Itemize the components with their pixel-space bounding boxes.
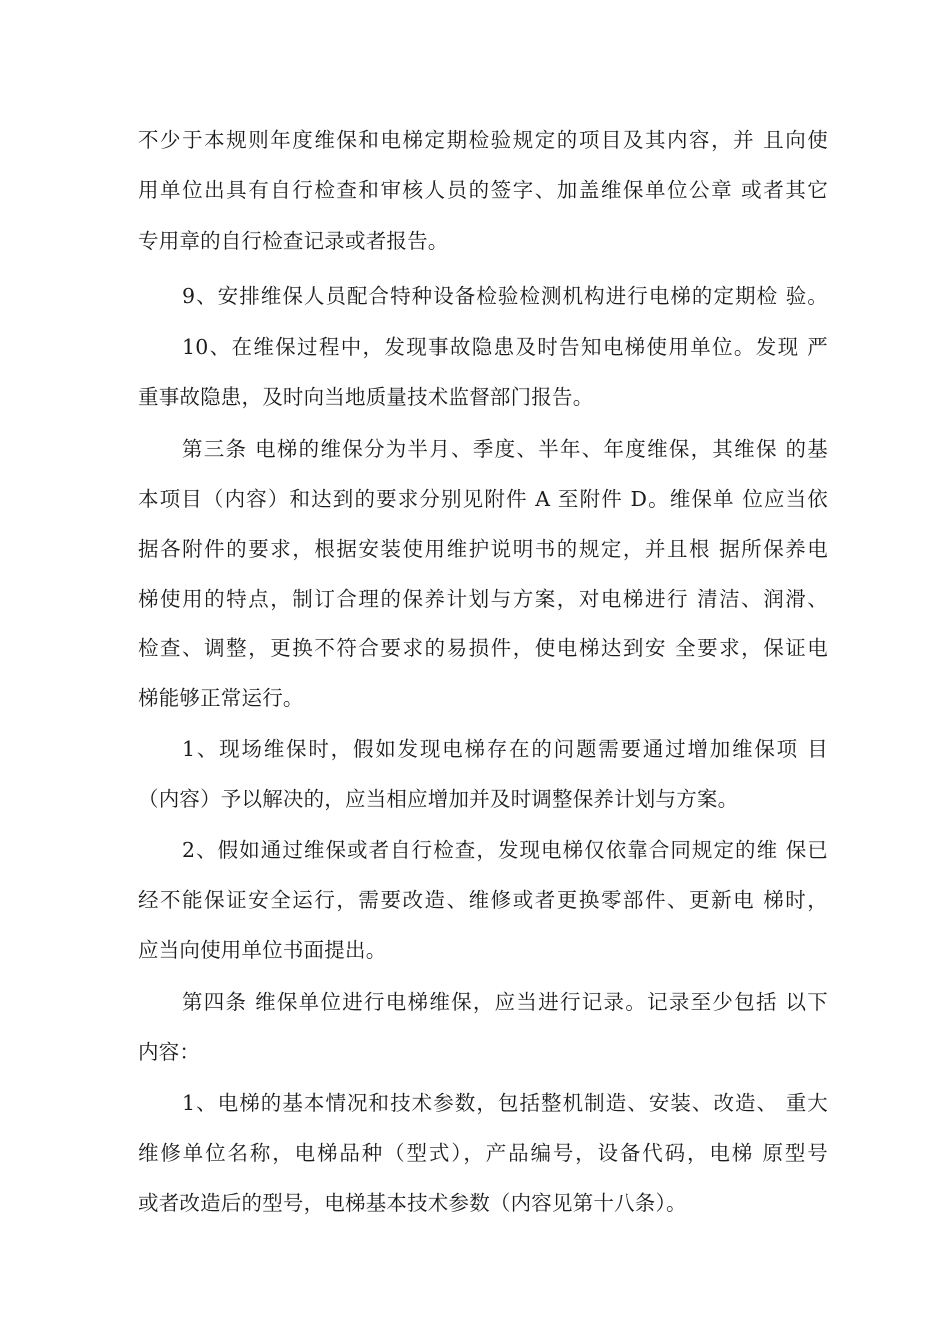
text-line: 据各附件的要求，根据安装使用维护说明书的规定，并且根 据所保养电 (138, 537, 828, 561)
text-line: 维修单位名称，电梯品种（型式），产品编号，设备代码，电梯 原型号 (138, 1141, 828, 1165)
text-line: 本项目（内容）和达到的要求分别见附件 A 至附件 D。维保单 位应当依 (138, 487, 828, 511)
text-line: 2、假如通过维保或者自行检查，发现电梯仅依靠合同规定的维 保已 (182, 838, 828, 862)
text-line: 或者改造后的型号，电梯基本技术参数（内容见第十八条）。 (138, 1191, 687, 1215)
text-line: 专用章的自行检查记录或者报告。 (138, 229, 449, 253)
text-line: 应当向使用单位书面提出。 (138, 938, 387, 962)
text-line: 重事故隐患，及时向当地质量技术监督部门报告。 (138, 385, 594, 409)
text-line: 10、在维保过程中，发现事故隐患及时告知电梯使用单位。发现 严 (182, 335, 828, 359)
text-line: 经不能保证安全运行，需要改造、维修或者更换零部件、更新电 梯时， (138, 888, 828, 912)
text-line: 1、现场维保时，假如发现电梯存在的问题需要通过增加维保项 目 (182, 737, 828, 761)
text-line: 第三条 电梯的维保分为半月、季度、半年、年度维保，其维保 的基 (182, 437, 828, 461)
text-line: 用单位出具有自行检查和审核人员的签字、加盖维保单位公章 或者其它 (138, 178, 828, 202)
text-line: 1、电梯的基本情况和技术参数，包括整机制造、安装、改造、 重大 (182, 1091, 828, 1115)
text-line: 内容： (138, 1040, 201, 1064)
text-line: 检查、调整，更换不符合要求的易损件，使电梯达到安 全要求，保证电 (138, 636, 828, 660)
text-line: （内容）予以解决的，应当相应增加并及时调整保养计划与方案。 (138, 787, 739, 811)
text-line: 梯能够正常运行。 (138, 686, 304, 710)
text-line: 第四条 维保单位进行电梯维保，应当进行记录。记录至少包括 以下 (182, 990, 828, 1014)
text-line: 不少于本规则年度维保和电梯定期检验规定的项目及其内容，并 且向使 (138, 128, 828, 152)
text-line: 梯使用的特点，制订合理的保养计划与方案，对电梯进行 清洁、润滑、 (138, 587, 828, 611)
text-line: 9、安排维保人员配合特种设备检验检测机构进行电梯的定期检 验。 (182, 284, 828, 308)
